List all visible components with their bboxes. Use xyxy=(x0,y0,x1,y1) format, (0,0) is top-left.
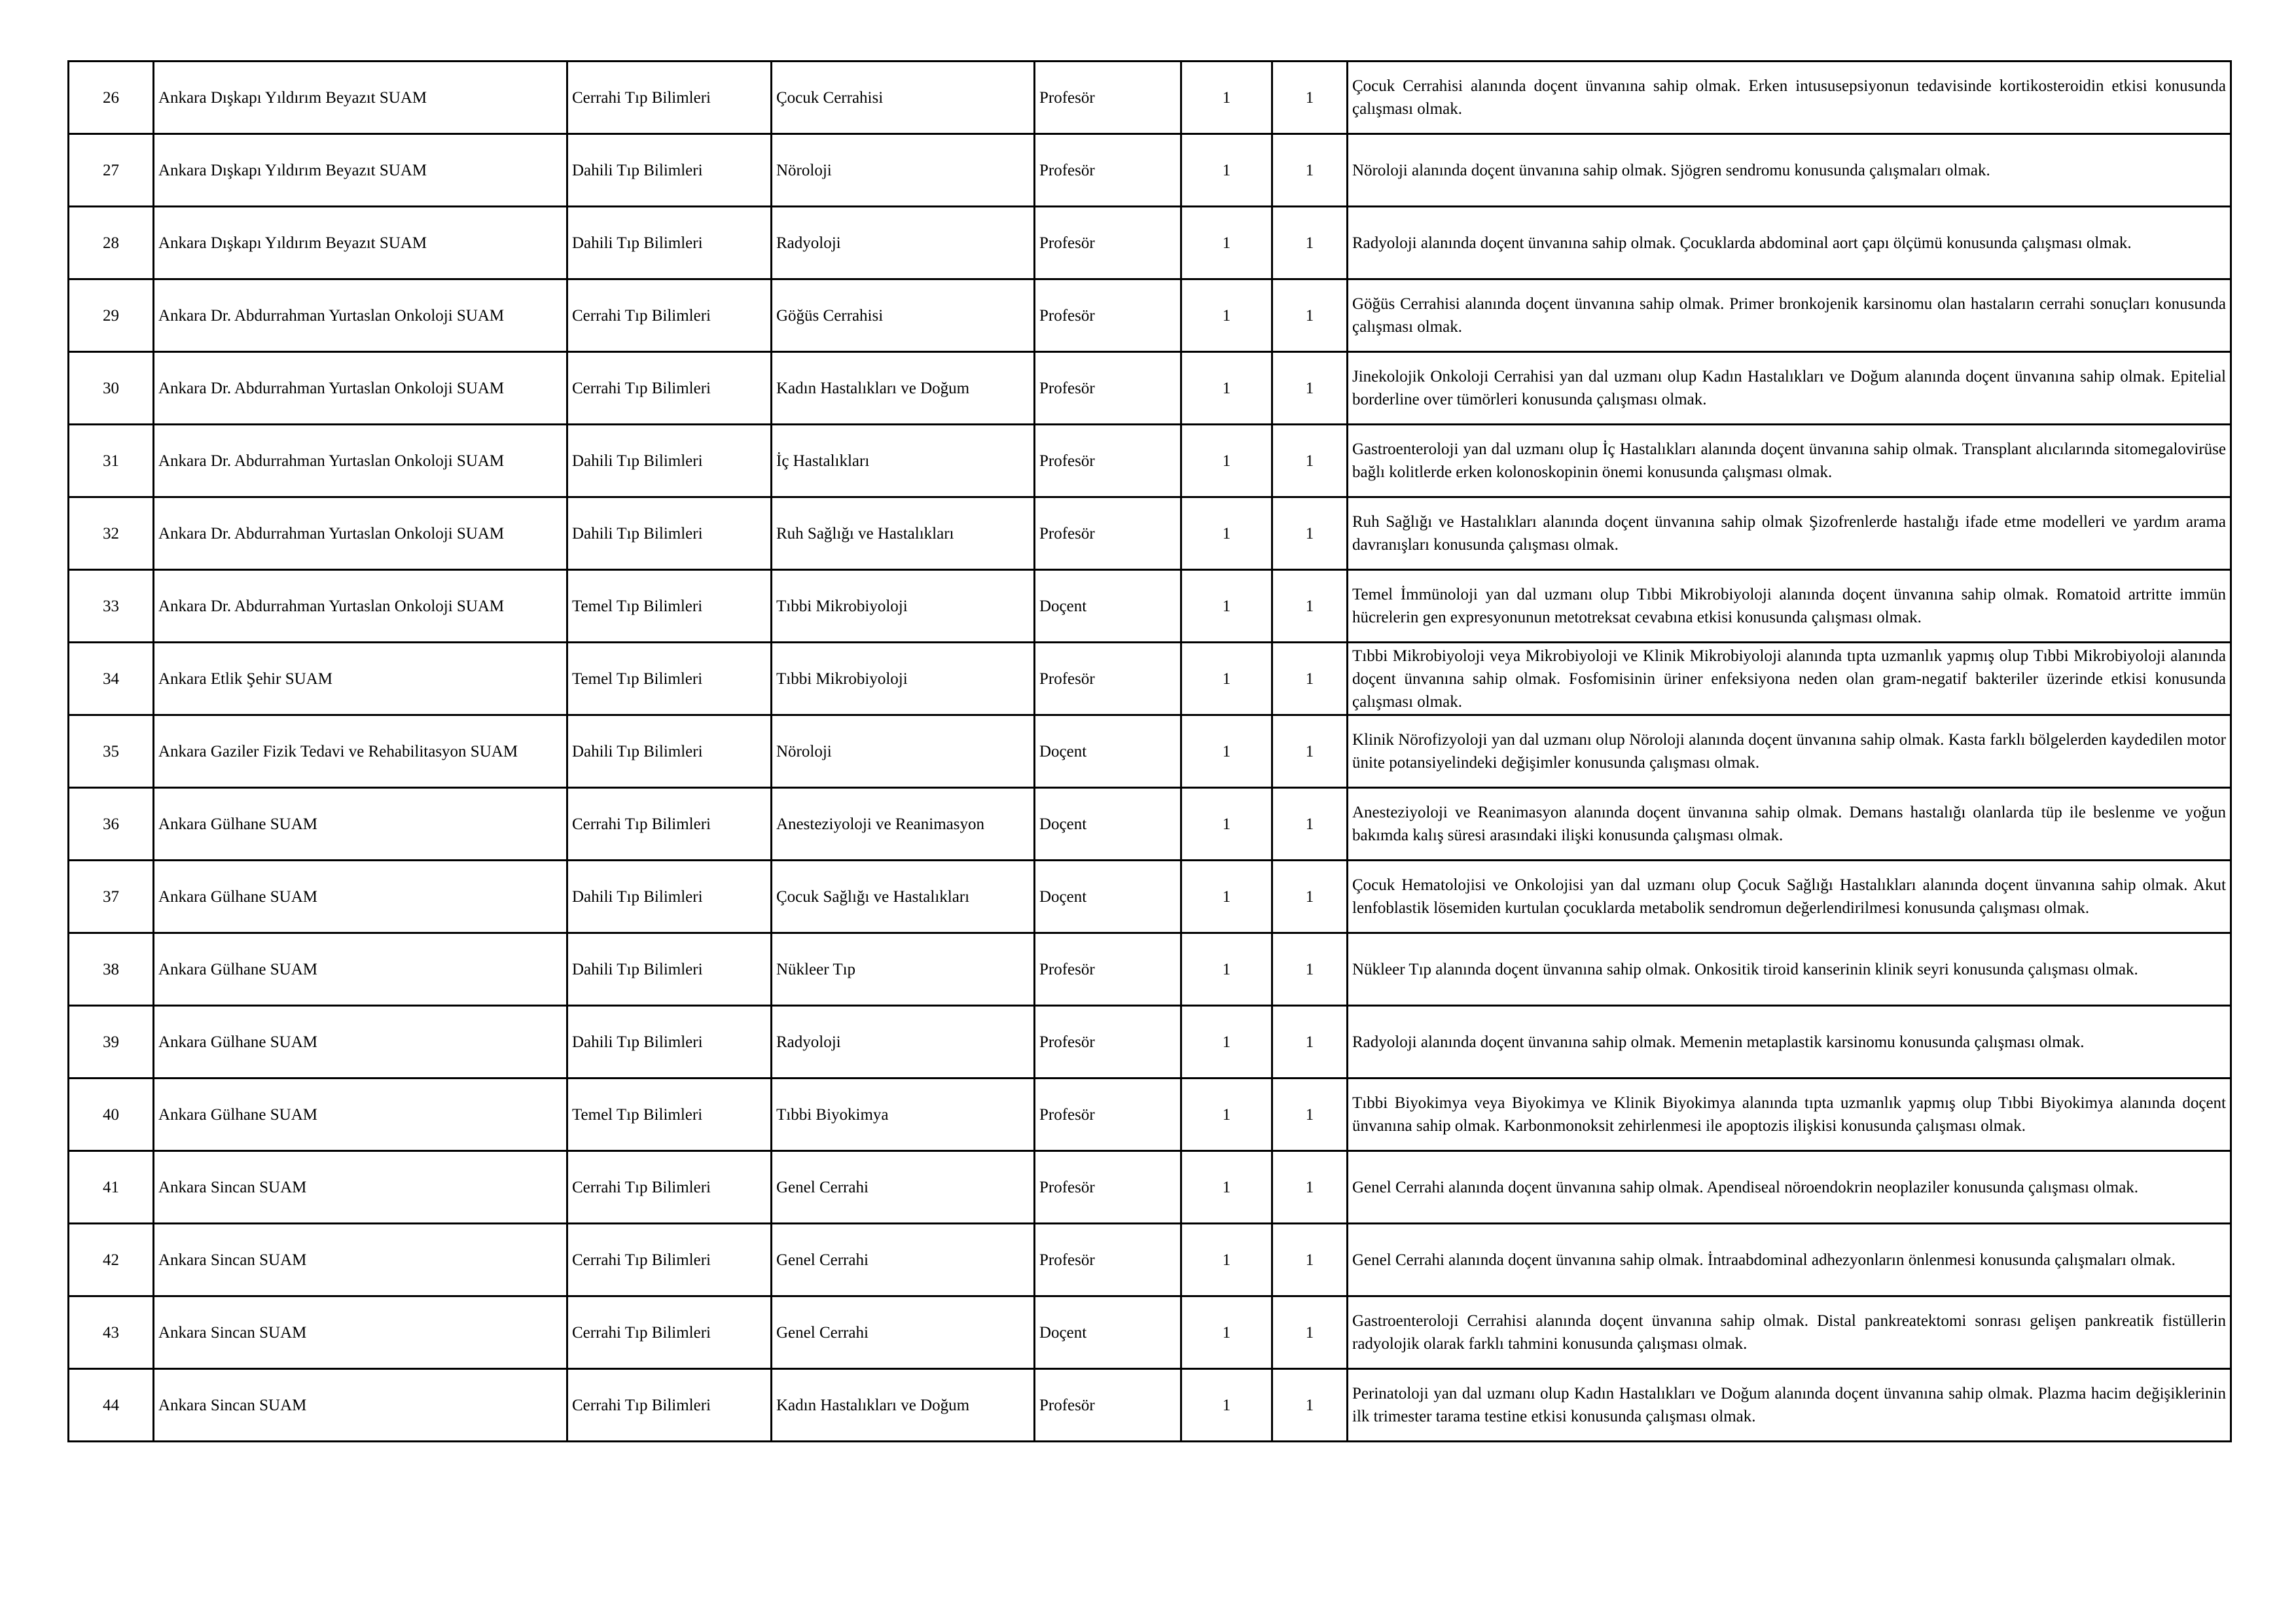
department-cell: Kadın Hastalıkları ve Doğum xyxy=(772,1369,1035,1442)
table-row xyxy=(69,715,2231,788)
position-count-cell: 1 xyxy=(1181,1006,1272,1079)
science-field-cell: Cerrahi Tıp Bilimleri xyxy=(567,352,772,425)
requirement-description-cell: Ruh Sağlığı ve Hastalıkları alanında doçent ünvanına sahip olmak Şizofrenlerde hastalığı ifade etme modelleri ve yardım arama davranışları konusunda çalışması olmak. xyxy=(1348,497,2231,570)
academic-title-cell: Profesör xyxy=(1035,1079,1181,1151)
academic-title-cell: Profesör xyxy=(1035,352,1181,425)
department-cell: Çocuk Sağlığı ve Hastalıkları xyxy=(772,861,1035,933)
row-number-cell: 37 xyxy=(69,861,154,933)
requirement-description-cell: Gastroenteroloji Cerrahisi alanında doçent ünvanına sahip olmak. Distal pankreatektomi sonrası gelişen pankreatik fistüllerin radyolojik olarak farklı tahmini konusunda çalışması olmak. xyxy=(1348,1296,2231,1369)
requirement-description-cell: Gastroenteroloji yan dal uzmanı olup İç Hastalıkları alanında doçent ünvanına sahip olmak. Transplant alıcılarında sitomegalovirüse bağlı kolitlerde erken kolonoskopinin önemi konusunda çalışması olmak. xyxy=(1348,425,2231,497)
quota-count-cell: 1 xyxy=(1272,352,1348,425)
table-row xyxy=(69,134,2231,207)
row-number-cell: 34 xyxy=(69,643,154,715)
table-row xyxy=(69,279,2231,352)
hospital-name-cell: Ankara Dışkapı Yıldırım Beyazıt SUAM xyxy=(154,134,567,207)
position-count-cell: 1 xyxy=(1181,1296,1272,1369)
requirement-description-cell: Çocuk Cerrahisi alanında doçent ünvanına sahip olmak. Erken intususepsiyonun tedavisinde kortikosteroidin etkisi konusunda çalışması olmak. xyxy=(1348,62,2231,134)
academic-title-cell: Profesör xyxy=(1035,497,1181,570)
row-number-cell: 27 xyxy=(69,134,154,207)
row-number-cell: 43 xyxy=(69,1296,154,1369)
position-count-cell: 1 xyxy=(1181,207,1272,279)
row-number-cell: 40 xyxy=(69,1079,154,1151)
quota-count-cell: 1 xyxy=(1272,1296,1348,1369)
row-number-cell: 28 xyxy=(69,207,154,279)
science-field-cell: Dahili Tıp Bilimleri xyxy=(567,134,772,207)
department-cell: Anesteziyoloji ve Reanimasyon xyxy=(772,788,1035,861)
hospital-name-cell: Ankara Gülhane SUAM xyxy=(154,933,567,1006)
academic-title-cell: Doçent xyxy=(1035,570,1181,643)
science-field-cell: Cerrahi Tıp Bilimleri xyxy=(567,62,772,134)
hospital-name-cell: Ankara Dışkapı Yıldırım Beyazıt SUAM xyxy=(154,62,567,134)
table-row xyxy=(69,352,2231,425)
quota-count-cell: 1 xyxy=(1272,207,1348,279)
hospital-name-cell: Ankara Gaziler Fizik Tedavi ve Rehabilitasyon SUAM xyxy=(154,715,567,788)
quota-count-cell: 1 xyxy=(1272,570,1348,643)
academic-title-cell: Profesör xyxy=(1035,134,1181,207)
academic-title-cell: Profesör xyxy=(1035,62,1181,134)
quota-count-cell: 1 xyxy=(1272,62,1348,134)
hospital-name-cell: Ankara Gülhane SUAM xyxy=(154,1006,567,1079)
science-field-cell: Cerrahi Tıp Bilimleri xyxy=(567,1369,772,1442)
position-count-cell: 1 xyxy=(1181,134,1272,207)
hospital-name-cell: Ankara Dr. Abdurrahman Yurtaslan Onkoloji SUAM xyxy=(154,279,567,352)
quota-count-cell: 1 xyxy=(1272,134,1348,207)
hospital-name-cell: Ankara Gülhane SUAM xyxy=(154,861,567,933)
row-number-cell: 42 xyxy=(69,1224,154,1296)
hospital-name-cell: Ankara Dr. Abdurrahman Yurtaslan Onkoloji SUAM xyxy=(154,425,567,497)
row-number-cell: 26 xyxy=(69,62,154,134)
science-field-cell: Cerrahi Tıp Bilimleri xyxy=(567,1224,772,1296)
academic-title-cell: Profesör xyxy=(1035,1006,1181,1079)
hospital-name-cell: Ankara Sincan SUAM xyxy=(154,1369,567,1442)
requirement-description-cell: Klinik Nörofizyoloji yan dal uzmanı olup Nöroloji alanında doçent ünvanına sahip olmak. Kasta farklı bölgelerden kaydedilen motor ünite potansiyelindeki değişimler konusunda çalışması olmak. xyxy=(1348,715,2231,788)
department-cell: Genel Cerrahi xyxy=(772,1296,1035,1369)
science-field-cell: Dahili Tıp Bilimleri xyxy=(567,933,772,1006)
quota-count-cell: 1 xyxy=(1272,497,1348,570)
quota-count-cell: 1 xyxy=(1272,1079,1348,1151)
academic-title-cell: Profesör xyxy=(1035,1224,1181,1296)
row-number-cell: 33 xyxy=(69,570,154,643)
table-row xyxy=(69,497,2231,570)
row-number-cell: 36 xyxy=(69,788,154,861)
requirement-description-cell: Nöroloji alanında doçent ünvanına sahip olmak. Sjögren sendromu konusunda çalışmaları olmak. xyxy=(1348,134,2231,207)
row-number-cell: 38 xyxy=(69,933,154,1006)
position-count-cell: 1 xyxy=(1181,1224,1272,1296)
quota-count-cell: 1 xyxy=(1272,1151,1348,1224)
table-row xyxy=(69,1296,2231,1369)
science-field-cell: Dahili Tıp Bilimleri xyxy=(567,207,772,279)
science-field-cell: Temel Tıp Bilimleri xyxy=(567,570,772,643)
department-cell: İç Hastalıkları xyxy=(772,425,1035,497)
requirement-description-cell: Tıbbi Mikrobiyoloji veya Mikrobiyoloji ve Klinik Mikrobiyoloji alanında tıpta uzmanlık yapmış olup Tıbbi Mikrobiyoloji alanında doçent ünvanına sahip olmak. Fosfomisinin üriner enfeksiyona neden olan gram-negatif bakteriler üzerinde etkisi konusunda çalışması olmak. xyxy=(1348,643,2231,715)
science-field-cell: Temel Tıp Bilimleri xyxy=(567,1079,772,1151)
position-count-cell: 1 xyxy=(1181,62,1272,134)
position-count-cell: 1 xyxy=(1181,788,1272,861)
academic-title-cell: Doçent xyxy=(1035,715,1181,788)
position-count-cell: 1 xyxy=(1181,1079,1272,1151)
department-cell: Radyoloji xyxy=(772,1006,1035,1079)
quota-count-cell: 1 xyxy=(1272,788,1348,861)
position-count-cell: 1 xyxy=(1181,352,1272,425)
department-cell: Nöroloji xyxy=(772,134,1035,207)
table-row xyxy=(69,1369,2231,1442)
department-cell: Radyoloji xyxy=(772,207,1035,279)
academic-title-cell: Doçent xyxy=(1035,788,1181,861)
staff-position-table xyxy=(67,60,2232,1442)
requirement-description-cell: Göğüs Cerrahisi alanında doçent ünvanına sahip olmak. Primer bronkojenik karsinomu olan hastaların cerrahi sonuçları konusunda çalışması olmak. xyxy=(1348,279,2231,352)
science-field-cell: Temel Tıp Bilimleri xyxy=(567,643,772,715)
quota-count-cell: 1 xyxy=(1272,933,1348,1006)
position-count-cell: 1 xyxy=(1181,1369,1272,1442)
quota-count-cell: 1 xyxy=(1272,643,1348,715)
requirement-description-cell: Temel İmmünoloji yan dal uzmanı olup Tıbbi Mikrobiyoloji alanında doçent ünvanına sahip olmak. Romatoid artritte immün hücrelerin gen expresyonunun metotreksat cevabına etkisi konusunda çalışması olmak. xyxy=(1348,570,2231,643)
department-cell: Nöroloji xyxy=(772,715,1035,788)
hospital-name-cell: Ankara Dr. Abdurrahman Yurtaslan Onkoloji SUAM xyxy=(154,352,567,425)
row-number-cell: 35 xyxy=(69,715,154,788)
table-row xyxy=(69,1079,2231,1151)
requirement-description-cell: Tıbbi Biyokimya veya Biyokimya ve Klinik Biyokimya alanında tıpta uzmanlık yapmış olup Tıbbi Biyokimya alanında doçent ünvanına sahip olmak. Karbonmonoksit zehirlenmesi ile apoptozis ilişkisi konusunda çalışması olmak. xyxy=(1348,1079,2231,1151)
position-count-cell: 1 xyxy=(1181,933,1272,1006)
table-row xyxy=(69,570,2231,643)
academic-title-cell: Doçent xyxy=(1035,861,1181,933)
requirement-description-cell: Genel Cerrahi alanında doçent ünvanına sahip olmak. İntraabdominal adhezyonların önlenmesi konusunda çalışmaları olmak. xyxy=(1348,1224,2231,1296)
science-field-cell: Dahili Tıp Bilimleri xyxy=(567,1006,772,1079)
table-row xyxy=(69,933,2231,1006)
requirement-description-cell: Çocuk Hematolojisi ve Onkolojisi yan dal uzmanı olup Çocuk Sağlığı Hastalıkları alanında doçent ünvanına sahip olmak. Akut lenfoblastik lösemiden kurtulan çocuklarda metabolik sendromun değerlendirilmesi konusunda çalışması olmak. xyxy=(1348,861,2231,933)
science-field-cell: Cerrahi Tıp Bilimleri xyxy=(567,788,772,861)
hospital-name-cell: Ankara Sincan SUAM xyxy=(154,1296,567,1369)
academic-title-cell: Profesör xyxy=(1035,279,1181,352)
table-row xyxy=(69,1006,2231,1079)
academic-title-cell: Profesör xyxy=(1035,643,1181,715)
requirement-description-cell: Jinekolojik Onkoloji Cerrahisi yan dal uzmanı olup Kadın Hastalıkları ve Doğum alanında doçent ünvanına sahip olmak. Epitelial borderline over tümörleri konusunda çalışması olmak. xyxy=(1348,352,2231,425)
requirement-description-cell: Radyoloji alanında doçent ünvanına sahip olmak. Çocuklarda abdominal aort çapı ölçümü konusunda çalışması olmak. xyxy=(1348,207,2231,279)
row-number-cell: 31 xyxy=(69,425,154,497)
science-field-cell: Dahili Tıp Bilimleri xyxy=(567,861,772,933)
science-field-cell: Dahili Tıp Bilimleri xyxy=(567,715,772,788)
department-cell: Genel Cerrahi xyxy=(772,1224,1035,1296)
academic-title-cell: Profesör xyxy=(1035,207,1181,279)
table-row xyxy=(69,62,2231,134)
academic-title-cell: Profesör xyxy=(1035,933,1181,1006)
department-cell: Ruh Sağlığı ve Hastalıkları xyxy=(772,497,1035,570)
department-cell: Tıbbi Biyokimya xyxy=(772,1079,1035,1151)
requirement-description-cell: Anesteziyoloji ve Reanimasyon alanında doçent ünvanına sahip olmak. Demans hastalığı olanlarda tüp ile beslenme ve yoğun bakımda kalış süresi arasındaki ilişki konusunda çalışması olmak. xyxy=(1348,788,2231,861)
table-row xyxy=(69,1151,2231,1224)
row-number-cell: 41 xyxy=(69,1151,154,1224)
table-row xyxy=(69,1224,2231,1296)
department-cell: Kadın Hastalıkları ve Doğum xyxy=(772,352,1035,425)
row-number-cell: 29 xyxy=(69,279,154,352)
hospital-name-cell: Ankara Sincan SUAM xyxy=(154,1224,567,1296)
row-number-cell: 30 xyxy=(69,352,154,425)
quota-count-cell: 1 xyxy=(1272,861,1348,933)
staff-position-table-sheet xyxy=(67,60,2232,1442)
science-field-cell: Dahili Tıp Bilimleri xyxy=(567,497,772,570)
position-count-cell: 1 xyxy=(1181,497,1272,570)
row-number-cell: 32 xyxy=(69,497,154,570)
quota-count-cell: 1 xyxy=(1272,279,1348,352)
science-field-cell: Cerrahi Tıp Bilimleri xyxy=(567,279,772,352)
requirement-description-cell: Radyoloji alanında doçent ünvanına sahip olmak. Memenin metaplastik karsinomu konusunda çalışması olmak. xyxy=(1348,1006,2231,1079)
hospital-name-cell: Ankara Gülhane SUAM xyxy=(154,1079,567,1151)
department-cell: Genel Cerrahi xyxy=(772,1151,1035,1224)
position-count-cell: 1 xyxy=(1181,279,1272,352)
quota-count-cell: 1 xyxy=(1272,1006,1348,1079)
position-count-cell: 1 xyxy=(1181,643,1272,715)
hospital-name-cell: Ankara Gülhane SUAM xyxy=(154,788,567,861)
academic-title-cell: Doçent xyxy=(1035,1296,1181,1369)
position-count-cell: 1 xyxy=(1181,1151,1272,1224)
hospital-name-cell: Ankara Dışkapı Yıldırım Beyazıt SUAM xyxy=(154,207,567,279)
science-field-cell: Cerrahi Tıp Bilimleri xyxy=(567,1296,772,1369)
department-cell: Göğüs Cerrahisi xyxy=(772,279,1035,352)
table-body xyxy=(69,62,2231,1442)
academic-title-cell: Profesör xyxy=(1035,1151,1181,1224)
quota-count-cell: 1 xyxy=(1272,715,1348,788)
hospital-name-cell: Ankara Dr. Abdurrahman Yurtaslan Onkoloji SUAM xyxy=(154,497,567,570)
table-row xyxy=(69,643,2231,715)
requirement-description-cell: Perinatoloji yan dal uzmanı olup Kadın Hastalıkları ve Doğum alanında doçent ünvanına sahip olmak. Plazma hacim değişiklerinin ilk trimester tarama testine etkisi konusunda çalışması olmak. xyxy=(1348,1369,2231,1442)
table-row xyxy=(69,425,2231,497)
department-cell: Nükleer Tıp xyxy=(772,933,1035,1006)
row-number-cell: 44 xyxy=(69,1369,154,1442)
quota-count-cell: 1 xyxy=(1272,1369,1348,1442)
row-number-cell: 39 xyxy=(69,1006,154,1079)
department-cell: Tıbbi Mikrobiyoloji xyxy=(772,643,1035,715)
hospital-name-cell: Ankara Dr. Abdurrahman Yurtaslan Onkoloji SUAM xyxy=(154,570,567,643)
science-field-cell: Cerrahi Tıp Bilimleri xyxy=(567,1151,772,1224)
hospital-name-cell: Ankara Sincan SUAM xyxy=(154,1151,567,1224)
table-row xyxy=(69,788,2231,861)
hospital-name-cell: Ankara Etlik Şehir SUAM xyxy=(154,643,567,715)
table-row xyxy=(69,207,2231,279)
table-row xyxy=(69,861,2231,933)
department-cell: Çocuk Cerrahisi xyxy=(772,62,1035,134)
department-cell: Tıbbi Mikrobiyoloji xyxy=(772,570,1035,643)
quota-count-cell: 1 xyxy=(1272,1224,1348,1296)
academic-title-cell: Profesör xyxy=(1035,425,1181,497)
position-count-cell: 1 xyxy=(1181,570,1272,643)
academic-title-cell: Profesör xyxy=(1035,1369,1181,1442)
position-count-cell: 1 xyxy=(1181,425,1272,497)
requirement-description-cell: Genel Cerrahi alanında doçent ünvanına sahip olmak. Apendiseal nöroendokrin neoplaziler konusunda çalışması olmak. xyxy=(1348,1151,2231,1224)
quota-count-cell: 1 xyxy=(1272,425,1348,497)
requirement-description-cell: Nükleer Tıp alanında doçent ünvanına sahip olmak. Onkositik tiroid kanserinin klinik seyri konusunda çalışması olmak. xyxy=(1348,933,2231,1006)
science-field-cell: Dahili Tıp Bilimleri xyxy=(567,425,772,497)
position-count-cell: 1 xyxy=(1181,715,1272,788)
position-count-cell: 1 xyxy=(1181,861,1272,933)
